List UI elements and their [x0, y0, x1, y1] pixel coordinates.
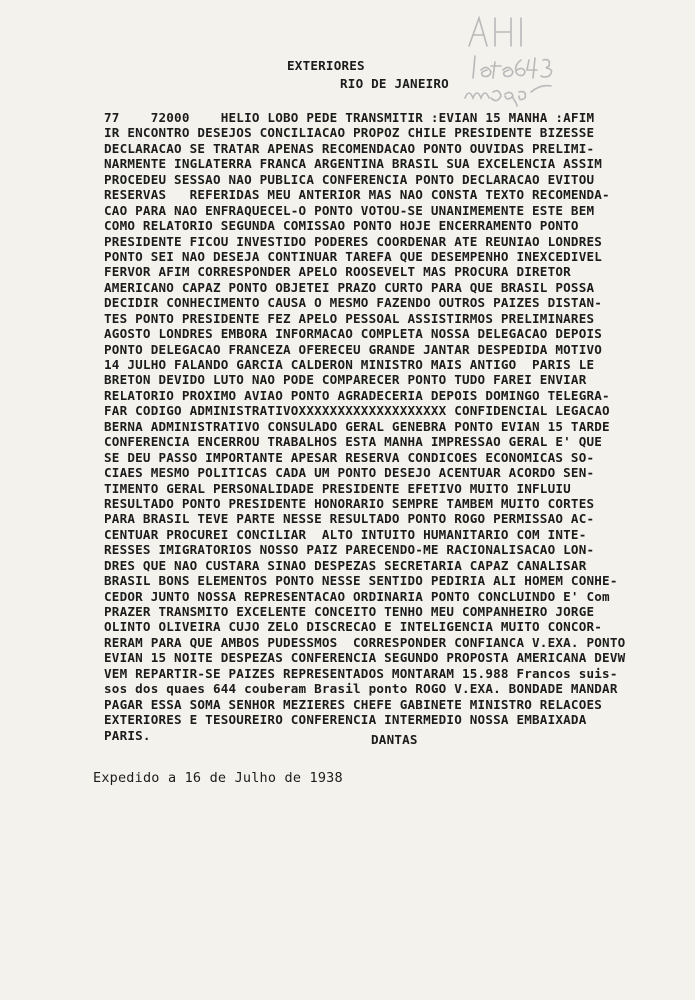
body-line: RESERVAS REFERIDAS MEU ANTERIOR MAS NAO CONSTA TEXTO RECOMENDA-	[104, 187, 610, 203]
body-line: BRETON DEVIDO LUTO NAO PODE COMPARECER PONTO TUDO FAREI ENVIAR	[104, 372, 587, 388]
body-line: PONTO DELEGACAO FRANCEZA OFERECEU GRANDE JANTAR DESPEDIDA MOTIVO	[104, 341, 603, 357]
body-line: DECIDIR CONHECIMENTO CAUSA O MESMO FAZENDO OUTROS PAIZES DISTAN-	[104, 295, 603, 311]
body-line: FERVOR AFIM CORRESPONDER APELO ROOSEVELT MAS PROCURA DIRETOR	[104, 264, 571, 280]
body-line: NARMENTE INGLATERRA FRANCA ARGENTINA BRASIL SUA EXCELENCIA ASSIM	[104, 156, 603, 172]
body-line: 77 72000 HELIO LOBO PEDE TRANSMITIR :EVIAN 15 MANHA :AFIM	[104, 110, 595, 125]
body-line: sos dos quaes 644 couberam Brasil ponto ROGO V.EXA. BONDADE MANDAR	[104, 681, 618, 697]
telegram-body	[104, 110, 674, 743]
body-line: PONTO SEI NAO DESEJA CONTINUAR TAREFA QUE DESEMPENHO INEXCEDIVEL	[104, 248, 603, 264]
body-line: PARIS.	[104, 727, 151, 743]
header-department: EXTERIORES	[287, 58, 365, 73]
body-line: PROCEDEU SESSAO NAO PUBLICA CONFERENCIA PONTO DECLARACAO EVITOU	[104, 171, 595, 187]
body-line: CEDOR JUNTO NOSSA REPRESENTACAO ORDINARIA PONTO CONCLUINDO E' Com	[104, 588, 610, 604]
body-line: CENTUAR PROCUREI CONCILIAR ALTO INTUITO HUMANITARIO COM INTE-	[104, 526, 587, 542]
body-line: COMO RELATORIO SEGUNDA COMISSAO PONTO HOJE ENCERRAMENTO PONTO	[104, 218, 579, 234]
body-line: PRAZER TRANSMITO EXCELENTE CONCEITO TENHO MEU COMPANHEIRO JORGE	[104, 604, 595, 619]
body-line: RELATORIO PROXIMO AVIAO PONTO AGRADECERIA DEPOIS DOMINGO TELEGRA-	[104, 387, 610, 403]
body-line: CIAES MESMO POLITICAS CADA UM PONTO DESEJO ACENTUAR ACORDO SEN-	[104, 465, 595, 481]
body-line: AMERICANO CAPAZ PONTO OBJETEI PRAZO CURTO PARA QUE BRASIL POSSA	[104, 279, 595, 295]
archive-pencil-note	[455, 8, 565, 108]
body-line: IR ENCONTRO DESEJOS CONCILIACAO PROPOZ CHILE PRESIDENTE BIZESSE	[104, 125, 595, 141]
body-line: OLINTO OLIVEIRA CUJO ZELO DISCRECAO E INTELIGENCIA MUITO CONCOR-	[104, 619, 603, 635]
body-line: VEM REPARTIR-SE PAIZES REPRESENTADOS MONTARAM 15.988 Francos suis-	[104, 665, 618, 681]
signature: DANTAS	[371, 732, 418, 747]
body-line: RERAM PARA QUE AMBOS PUDESSMOS CORRESPONDER CONFIANCA V.EXA. PONTO	[104, 634, 626, 650]
body-line: EVIAN 15 NOITE DESPEZAS CONFERENCIA SEGUNDO PROPOSTA AMERICANA DEVW	[104, 650, 626, 666]
body-line: PAGAR ESSA SOMA SENHOR MEZIERES CHEFE GABINETE MINISTRO RELACOES	[104, 696, 603, 712]
body-line: DRES QUE NAO CUSTARA SINAO DESPEZAS SECRETARIA CAPAZ CANALISAR	[104, 557, 587, 573]
header-city: RIO DE JANEIRO	[340, 76, 449, 91]
body-line: CONFERENCIA ENCERROU TRABALHOS ESTA MANHA IMPRESSAO GERAL E' QUE	[104, 434, 603, 450]
body-line: DECLARACAO SE TRATAR APENAS RECOMENDACAO PONTO OUVIDAS PRELIMI-	[104, 140, 595, 156]
dispatch-date: Expedido a 16 de Julho de 1938	[93, 770, 343, 786]
body-line: RESSES IMIGRATORIOS NOSSO PAIZ PARECENDO-ME RACIONALISACAO LON-	[104, 542, 595, 558]
body-line: 14 JULHO FALANDO GARCIA CALDERON MINISTRO MAIS ANTIGO PARIS LE	[104, 357, 595, 372]
body-line: TES PONTO PRESIDENTE FEZ APELO PESSOAL ASSISTIRMOS PRELIMINARES	[104, 310, 595, 326]
body-line: CAO PARA NAO ENFRAQUECEL-O PONTO VOTOU-SE UNANIMEMENTE ESTE BEM	[104, 202, 595, 218]
body-line: AGOSTO LONDRES EMBORA INFORMACAO COMPLETA NOSSA DELEGACAO DEPOIS	[104, 326, 603, 342]
body-line: PARA BRASIL TEVE PARTE NESSE RESULTADO PONTO ROGO PERMISSAO AC-	[104, 511, 595, 527]
body-line: EXTERIORES E TESOUREIRO CONFERENCIA INTERMEDIO NOSSA EMBAIXADA	[104, 712, 587, 728]
body-line: PRESIDENTE FICOU INVESTIDO PODERES COORDENAR ATE REUNIAO LONDRES	[104, 233, 603, 249]
body-line: BERNA ADMINISTRATIVO CONSULADO GERAL GENEBRA PONTO EVIAN 15 TARDE	[104, 418, 610, 434]
body-line: TIMENTO GERAL PERSONALIDADE PRESIDENTE EFETIVO MUITO INFLUIU	[104, 480, 571, 496]
body-line: FAR CODIGO ADMINISTRATIVOXXXXXXXXXXXXXXXXXXX CONFIDENCIAL LEGACAO	[104, 403, 610, 419]
body-line: SE DEU PASSO IMPORTANTE APESAR RESERVA CONDICOES ECONOMICAS SO-	[104, 449, 595, 465]
body-line: BRASIL BONS ELEMENTOS PONTO NESSE SENTIDO PEDIRIA ALI HOMEM CONHE-	[104, 573, 618, 589]
body-line: RESULTADO PONTO PRESIDENTE HONORARIO SEMPRE TAMBEM MUITO CORTES	[104, 495, 595, 511]
